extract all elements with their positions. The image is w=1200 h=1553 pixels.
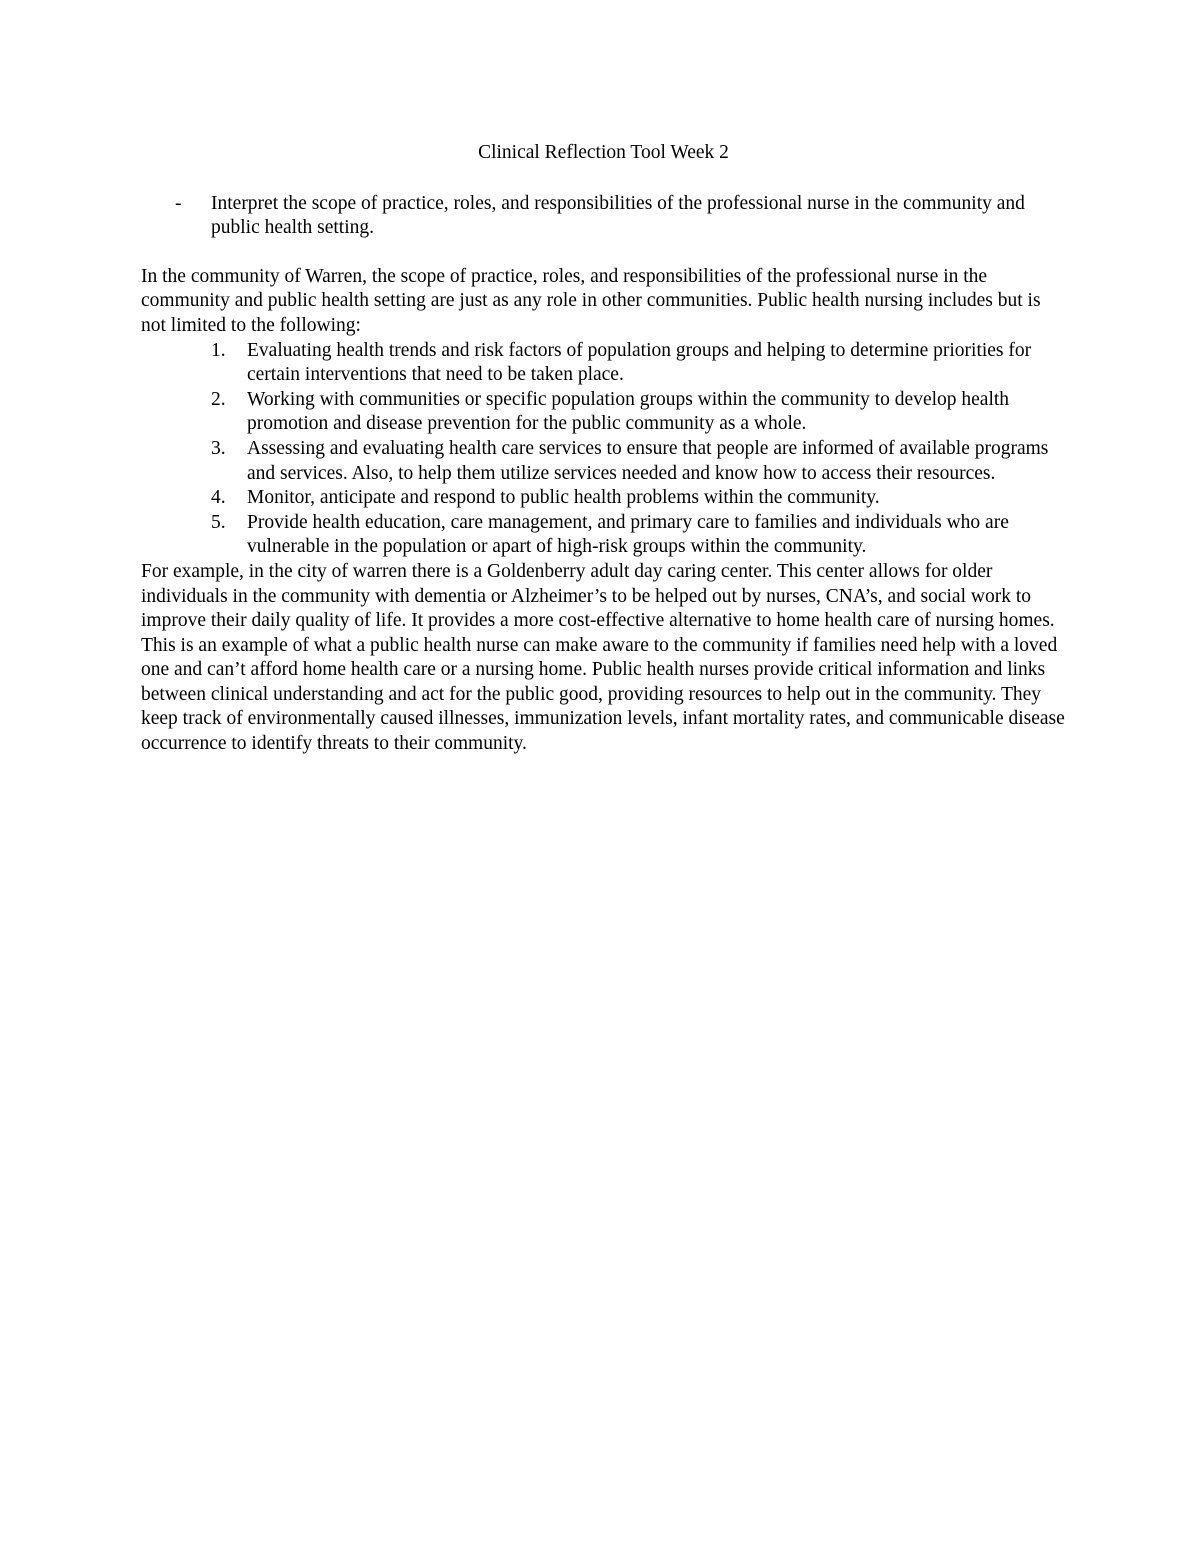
- list-item: [141, 486, 1066, 511]
- list-item-text: Evaluating health trends and risk factors of population groups and helping to determine priorities for certain interventions that need to be taken place.: [247, 339, 1032, 386]
- objective-item: [141, 192, 1066, 241]
- list-item-text: Working with communities or specific population groups within the community to develop health promotion and disease prevention for the public community as a whole.: [247, 388, 1010, 435]
- list-number: 1.: [211, 339, 226, 361]
- list-number: 3.: [211, 437, 226, 459]
- document-body: [141, 141, 1066, 757]
- list-number: 5.: [211, 511, 226, 533]
- dash-bullet: -: [175, 192, 182, 214]
- list-item: [141, 437, 1066, 486]
- list-item-text: Monitor, anticipate and respond to public health problems within the community.: [247, 487, 880, 509]
- document-title: Clinical Reflection Tool Week 2: [478, 142, 729, 163]
- list-number: 4.: [211, 487, 226, 509]
- duties-list: [141, 339, 1066, 560]
- example-paragraph: For example, in the city of warren there is a Goldenberry adult day caring center. This center allows for older individuals in the community with dementia or Alzheimer’s to be helped out by nurses, CNA’s, and social work to improve their daily quality of life. It provides a more cost-effective alternative to home health care of nursing homes. This is an example of what a public health nurse can make aware to the community if families need help with a loved one and can’t afford home health care or a nursing home. Public health nurses provide critical information and links between clinical understanding and act for the public good, providing resources to help out in the community. They keep track of environmentally caused illnesses, immunization levels, infant mortality rates, and communicable disease occurrence to identify threats to their community.: [141, 560, 1065, 755]
- list-item-text: Assessing and evaluating health care services to ensure that people are informed of available programs and services. Also, to help them utilize services needed and know how to access their resources.: [247, 437, 1049, 484]
- list-item-text: Provide health education, care management, and primary care to families and individuals who are vulnerable in the population or apart of high-risk groups within the community.: [247, 511, 1009, 558]
- objective-text: Interpret the scope of practice, roles, and responsibilities of the professional nurse in the community and public health setting.: [211, 192, 1025, 239]
- intro-paragraph: In the community of Warren, the scope of practice, roles, and responsibilities of the professional nurse in the community and public health setting are just as any role in other communities. Public health nursing includes but is not limited to the following:: [141, 265, 1041, 336]
- list-number: 2.: [211, 388, 226, 410]
- objective-list: [141, 192, 1066, 241]
- list-item: [141, 511, 1066, 560]
- list-item: [141, 339, 1066, 388]
- list-item: [141, 388, 1066, 437]
